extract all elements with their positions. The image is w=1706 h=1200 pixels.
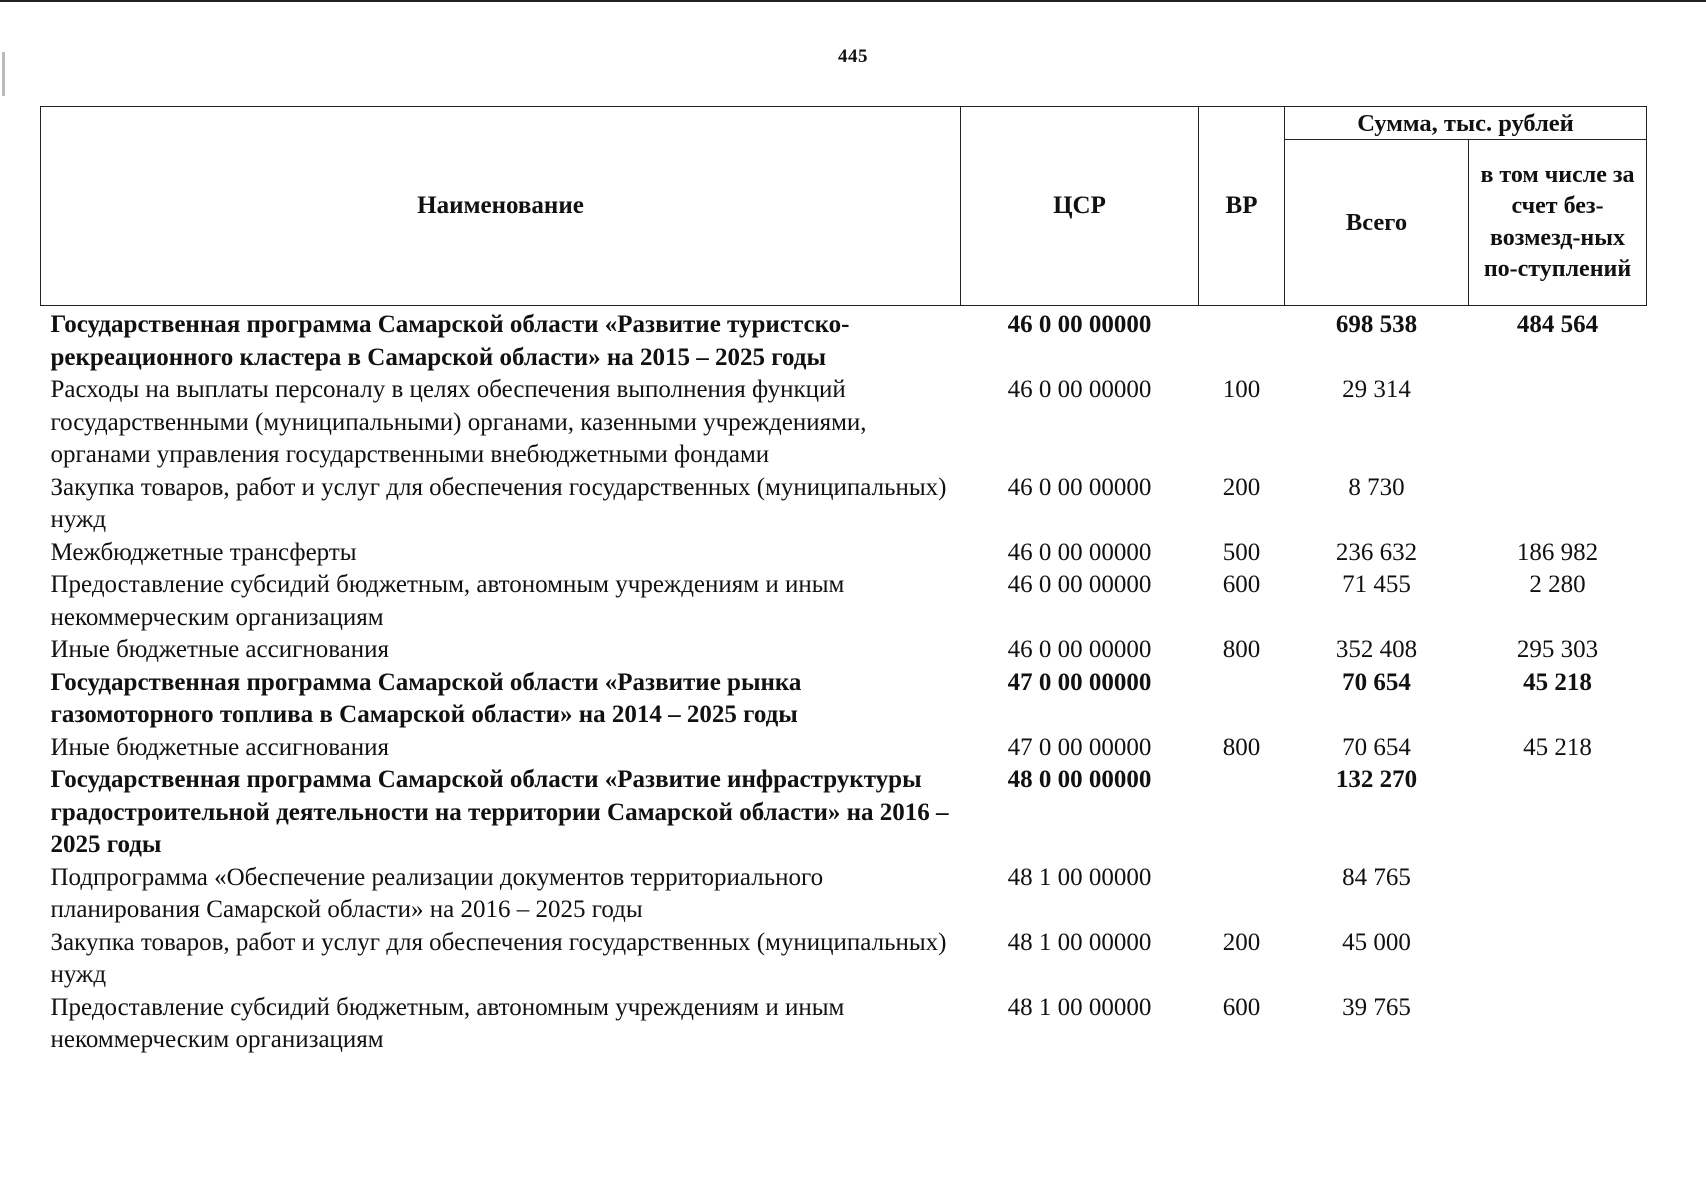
row-vr: 500 [1222, 538, 1261, 566]
table-row [41, 537, 1647, 570]
header-free-receipts: в том числе за счет без-возмезд-ных по-ступлений [1469, 140, 1647, 306]
header-vr: ВР [1199, 107, 1285, 306]
row-vr: 200 [1222, 928, 1261, 956]
table-row [41, 667, 1647, 732]
row-vr [1199, 862, 1285, 927]
row-vr: 600 [1222, 571, 1261, 598]
row-free [1469, 992, 1647, 1057]
row-vr [1199, 306, 1285, 375]
row-free: 45 218 [1523, 668, 1592, 696]
table-row [41, 569, 1647, 634]
table-row [41, 732, 1647, 765]
row-vr: 800 [1222, 733, 1261, 761]
row-free [1469, 472, 1647, 537]
header-csr: ЦСР [961, 107, 1199, 306]
table-row [41, 634, 1647, 667]
row-csr: 46 0 00 00000 [1007, 311, 1152, 338]
row-name: Закупка товаров, работ и услуг для обеспечения государственных (муниципальных) нужд [50, 473, 947, 533]
row-name: Государственная программа Самарской области «Развитие рынка газомоторного топлива в Самарской области» на 2014 – 2025 годы [50, 668, 802, 728]
row-total: 352 408 [1335, 636, 1418, 663]
row-free [1469, 764, 1647, 862]
row-vr: 200 [1222, 473, 1261, 501]
row-csr: 48 1 00 00000 [1007, 863, 1152, 891]
row-total: 70 654 [1342, 733, 1411, 761]
row-free: 484 564 [1516, 311, 1599, 338]
row-name: Подпрограмма «Обеспечение реализации документов территориального планирования Самарской области» на 2016 – 2025 годы [50, 863, 824, 923]
row-csr: 46 0 00 00000 [1007, 538, 1152, 566]
row-total: 132 270 [1335, 766, 1418, 793]
row-total: 8 730 [1348, 473, 1405, 501]
row-name: Расходы на выплаты персоналу в целях обеспечения выполнения функций государственными (муниципальными) органами, казенными учреждениями, органами управления государственными внебюджетными фондами [50, 376, 867, 468]
row-csr: 46 0 00 00000 [1007, 571, 1152, 598]
row-csr: 46 0 00 00000 [1007, 473, 1152, 501]
budget-table [40, 106, 1647, 1057]
row-free: 186 982 [1516, 538, 1599, 566]
table-row [41, 992, 1647, 1057]
row-vr [1199, 764, 1285, 862]
table-row [41, 374, 1647, 472]
row-vr: 600 [1222, 993, 1261, 1021]
row-csr: 48 1 00 00000 [1007, 928, 1152, 956]
row-csr: 48 0 00 00000 [1007, 766, 1152, 793]
row-total: 70 654 [1342, 668, 1411, 696]
row-vr: 800 [1222, 636, 1261, 663]
row-total: 236 632 [1335, 538, 1418, 566]
row-vr: 100 [1222, 376, 1261, 403]
row-name: Предоставление субсидий бюджетным, автономным учреждениям и иным некоммерческим организациям [50, 993, 845, 1053]
row-csr: 48 1 00 00000 [1007, 993, 1152, 1021]
row-name: Закупка товаров, работ и услуг для обеспечения государственных (муниципальных) нужд [50, 928, 947, 988]
row-name: Иные бюджетные ассигнования [50, 636, 390, 663]
table-header [41, 107, 1647, 306]
row-csr: 47 0 00 00000 [1007, 668, 1152, 696]
table-body [41, 306, 1647, 1057]
table-row [41, 306, 1647, 375]
table-row [41, 472, 1647, 537]
row-total: 45 000 [1342, 928, 1411, 956]
row-total: 39 765 [1342, 993, 1411, 1021]
row-free: 2 280 [1529, 571, 1586, 598]
row-name: Предоставление субсидий бюджетным, автономным учреждениям и иным некоммерческим организациям [50, 571, 845, 631]
page-number: 445 [838, 46, 868, 67]
header-name: Наименование [41, 107, 961, 306]
row-free [1469, 862, 1647, 927]
row-vr [1199, 667, 1285, 732]
row-free [1469, 927, 1647, 992]
header-total: Всего [1285, 140, 1469, 306]
table-row [41, 927, 1647, 992]
row-name: Иные бюджетные ассигнования [50, 733, 390, 761]
header-sum-group: Сумма, тыс. рублей [1285, 107, 1647, 140]
table-row [41, 862, 1647, 927]
row-csr: 46 0 00 00000 [1007, 636, 1152, 663]
row-name: Государственная программа Самарской области «Развитие инфраструктуры градостроительной деятельности на территории Самарской области» на 2016 – 2025 годы [50, 766, 949, 858]
row-total: 71 455 [1342, 571, 1411, 598]
row-total: 698 538 [1335, 311, 1418, 338]
row-csr: 46 0 00 00000 [1007, 376, 1152, 403]
row-total: 84 765 [1342, 863, 1411, 891]
row-free: 45 218 [1523, 733, 1592, 761]
table-row [41, 764, 1647, 862]
row-csr: 47 0 00 00000 [1007, 733, 1152, 761]
row-name: Межбюджетные трансферты [50, 538, 357, 566]
row-total: 29 314 [1342, 376, 1411, 403]
top-border-line [0, 0, 1706, 2]
row-free: 295 303 [1516, 636, 1599, 663]
row-free [1469, 374, 1647, 472]
row-name: Государственная программа Самарской области «Развитие туристско-рекреационного кластера в Самарской области» на 2015 – 2025 годы [50, 311, 850, 371]
